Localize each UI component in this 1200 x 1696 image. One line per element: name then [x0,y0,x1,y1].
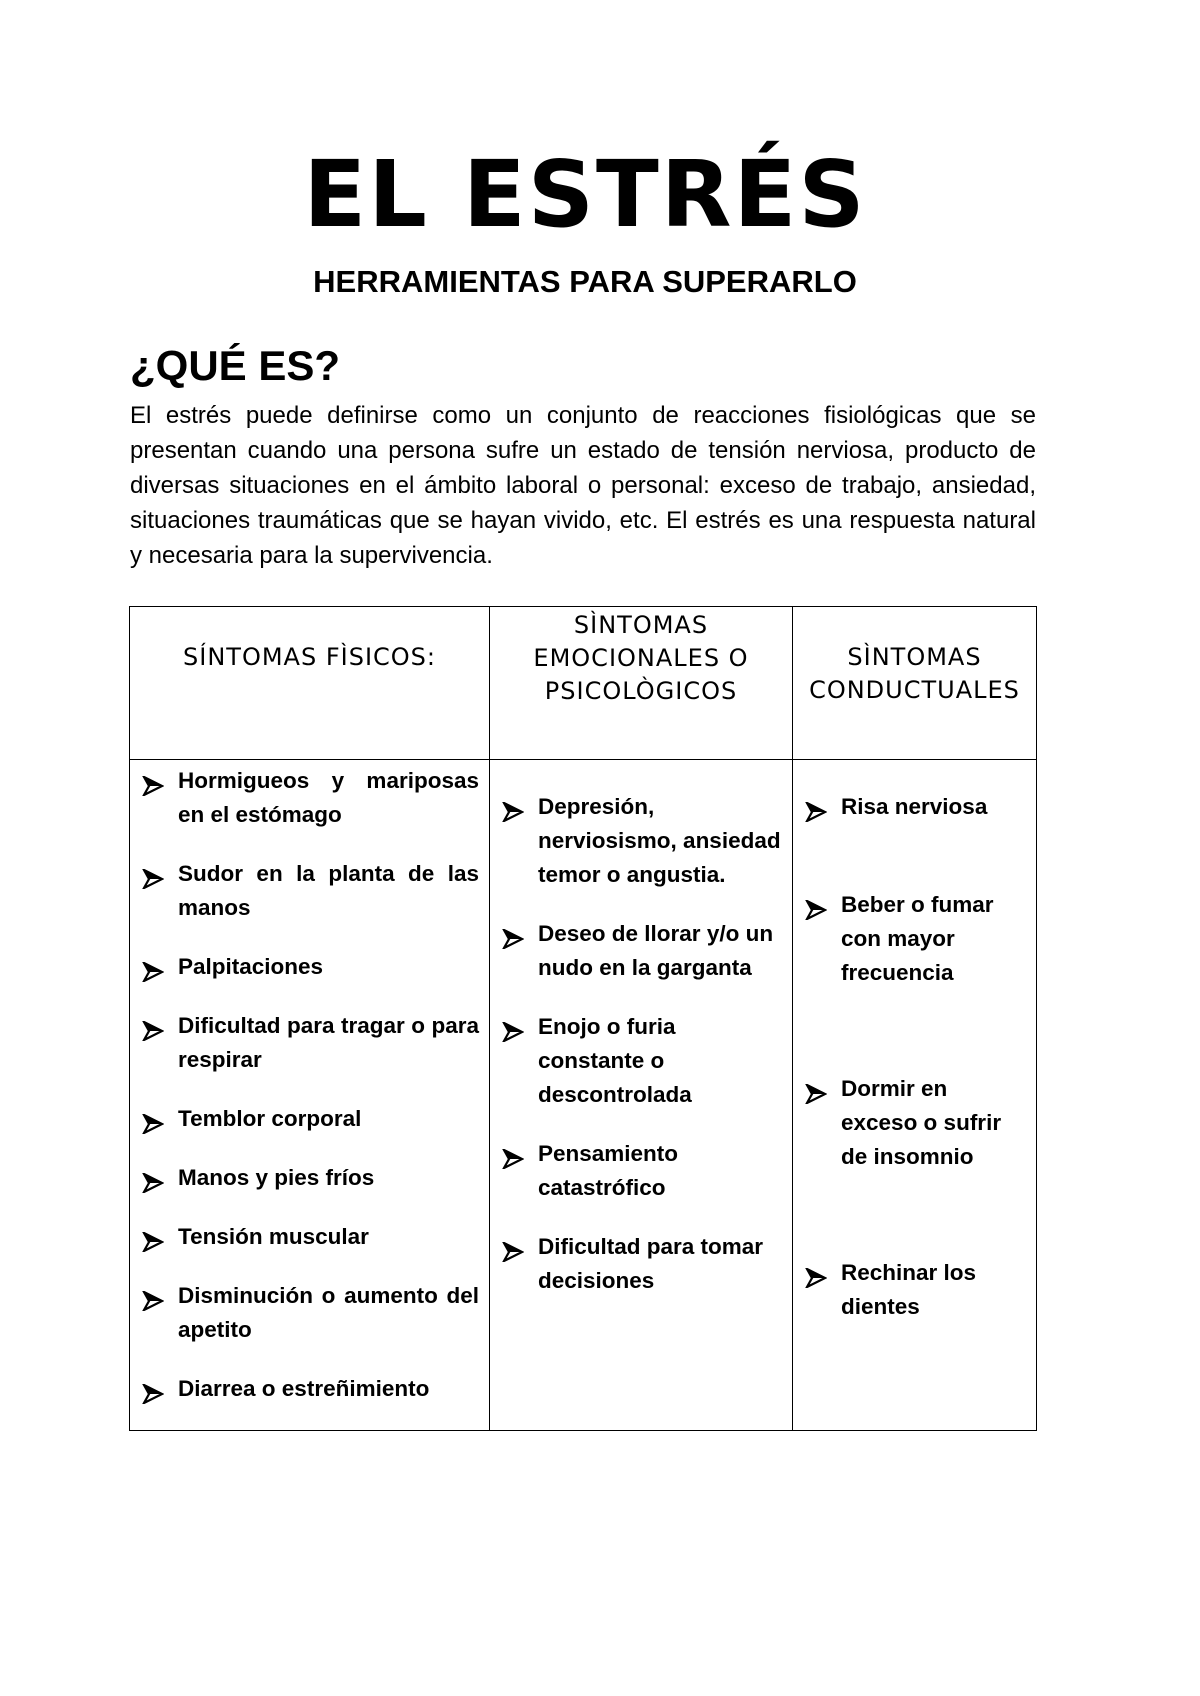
symptom-text: Diarrea o estreñimiento [178,1376,430,1401]
header-cell-behavioral [793,607,1037,760]
behavioral-symptoms-list [793,760,1036,1324]
physical-symptoms-list [130,760,489,1406]
document-subtitle: HERRAMIENTAS PARA SUPERARLO [313,264,857,299]
table-header-row [130,607,1037,760]
symptom-item [130,1161,479,1195]
arrowhead-bullet-icon [502,925,524,945]
header-cell-emotional [490,607,793,760]
symptom-text: Temblor corporal [178,1106,362,1131]
symptom-item [793,1256,1028,1324]
symptom-text: Depresión, nerviosismo, ansiedad temor o angustia. [538,794,781,887]
symptom-item [793,1072,1028,1174]
symptom-item [490,1010,784,1112]
symptom-item [793,888,1028,990]
symptom-item [793,790,1028,824]
symptom-item [490,917,784,985]
symptoms-table [129,606,1037,1431]
arrowhead-bullet-icon [142,865,164,885]
arrowhead-bullet-icon [142,1380,164,1400]
symptom-text: Dormir en exceso o sufrir de insomnio [841,1076,1002,1169]
emotional-symptoms-list [490,760,792,1298]
arrowhead-bullet-icon [142,1017,164,1037]
arrowhead-bullet-icon [142,1169,164,1189]
symptom-text: Beber o fumar con mayor frecuencia [841,892,994,985]
arrowhead-bullet-icon [142,1287,164,1307]
arrowhead-bullet-icon [142,958,164,978]
arrowhead-bullet-icon [805,1264,827,1284]
symptom-text: Hormigueos y mariposas en el estómago [178,768,479,827]
arrowhead-bullet-icon [502,1238,524,1258]
table-body-row [130,760,1037,1431]
behavioral-symptoms-cell [793,760,1037,1431]
symptom-text: Pensamiento catastrófico [538,1141,679,1200]
symptom-item [490,790,784,892]
arrowhead-bullet-icon [502,1018,524,1038]
symptom-item [130,1372,479,1406]
symptom-text: Rechinar los dientes [841,1260,977,1319]
symptom-item [490,1137,784,1205]
symptom-text: Manos y pies fríos [178,1165,375,1190]
symptom-text: Dificultad para tragar o para respirar [178,1013,479,1072]
symptom-item [130,1220,479,1254]
header-cell-physical [130,607,490,760]
symptom-item [490,1230,784,1298]
arrowhead-bullet-icon [502,798,524,818]
header-physical: SÍNTOMAS FÌSICOS: [183,643,436,671]
arrowhead-bullet-icon [142,1228,164,1248]
symptom-item [130,1279,479,1347]
symptom-item [130,857,479,925]
intro-paragraph: El estrés puede definirse como un conjunto de reacciones fisiológicas que se presentan cuando una persona sufre un estado de tensión nerviosa, producto de diversas situaciones en el ámbito laboral o personal: exceso de trabajo, ansiedad, situaciones traumáticas que se hayan vivido, etc. El estrés es una respuesta natural y necesaria para la supervivencia. [130,402,1036,569]
arrowhead-bullet-icon [805,798,827,818]
symptom-text: Tensión muscular [178,1224,369,1249]
symptom-item [130,764,479,832]
arrowhead-bullet-icon [502,1145,524,1165]
symptom-text: Dificultad para tomar decisiones [538,1234,764,1293]
physical-symptoms-cell [130,760,490,1431]
header-emotional: SÌNTOMAS EMOCIONALES O PSICOLÒGICOS [533,611,749,705]
arrowhead-bullet-icon [142,1110,164,1130]
symptom-item [130,950,479,984]
symptom-text: Enojo o furia constante o descontrolada [538,1014,692,1107]
symptom-text: Palpitaciones [178,954,324,979]
header-behavioral: SÌNTOMAS CONDUCTUALES [809,643,1020,704]
symptom-item [130,1009,479,1077]
arrowhead-bullet-icon [805,1080,827,1100]
arrowhead-bullet-icon [142,772,164,792]
arrowhead-bullet-icon [805,896,827,916]
symptom-text: Disminución o aumento del apetito [178,1283,479,1342]
symptom-text: Risa nerviosa [841,794,988,819]
symptom-text: Sudor en la planta de las manos [178,861,479,920]
symptom-item [130,1102,479,1136]
section-heading: ¿QUÉ ES? [130,342,341,389]
symptom-text: Deseo de llorar y/o un nudo en la garganta [538,921,774,980]
emotional-symptoms-cell [490,760,793,1431]
document-title: EL ESTRÉS [303,141,867,248]
